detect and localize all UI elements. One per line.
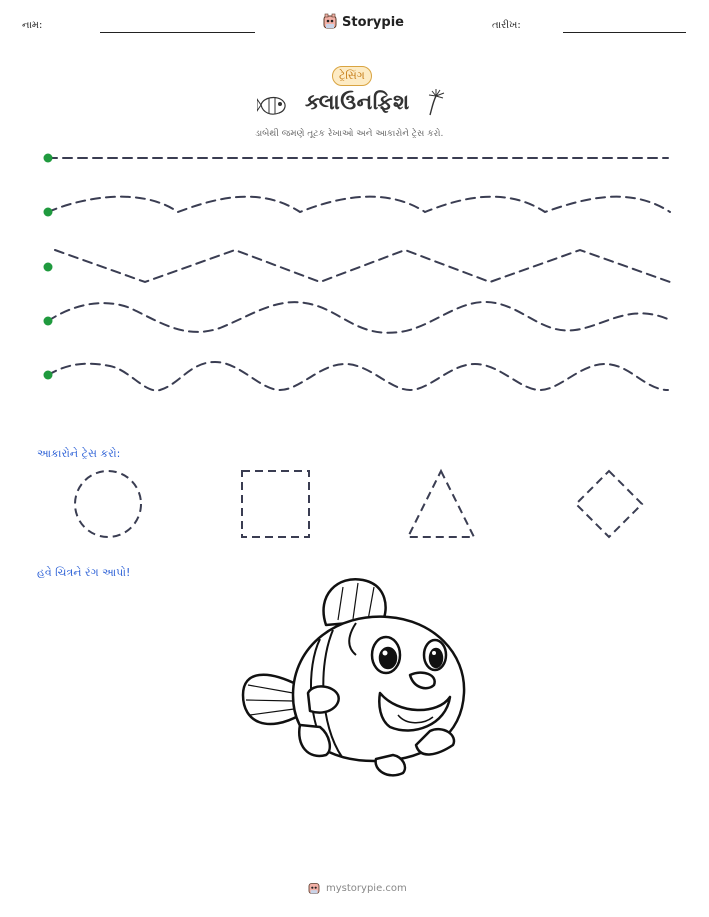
tracing-line-wave-2 bbox=[48, 302, 670, 333]
brand-logo bbox=[322, 13, 404, 31]
coloring-section-label: હવે ચિત્રને રંગ આપો! bbox=[37, 566, 131, 579]
date-label: તારીખ: bbox=[492, 20, 521, 31]
shape-triangle bbox=[408, 471, 474, 537]
start-dot-4 bbox=[44, 317, 53, 326]
tracing-badge: ટ્રેસિંગ bbox=[332, 66, 372, 86]
name-label: નામ: bbox=[22, 20, 43, 31]
tracing-line-wave-3 bbox=[48, 362, 668, 390]
clownfish-coloring-picture bbox=[238, 575, 470, 780]
storypie-footer-icon bbox=[307, 881, 321, 896]
anemone-icon bbox=[424, 88, 448, 116]
tracing-line-zigzag bbox=[55, 250, 670, 282]
start-dot-3 bbox=[44, 263, 53, 272]
shapes-section-label: આકારોને ટ્રેસ કરો: bbox=[37, 447, 121, 460]
shape-square bbox=[242, 471, 309, 537]
shapes-area bbox=[0, 462, 709, 544]
start-dot-5 bbox=[44, 371, 53, 380]
shape-diamond bbox=[576, 471, 642, 537]
storypie-mascot-icon bbox=[322, 13, 338, 31]
footer bbox=[307, 881, 407, 896]
brand-name: Storypie bbox=[342, 14, 404, 30]
instruction-text: ડાબેથી જમણે તૂટક રેખાઓ અને આકારોને ટ્રેસ કરો. bbox=[255, 129, 444, 139]
date-input-line[interactable] bbox=[563, 32, 686, 33]
small-fish-icon bbox=[257, 93, 291, 117]
shape-circle bbox=[75, 471, 141, 537]
start-dot-1 bbox=[44, 154, 53, 163]
tracing-line-wave-1 bbox=[48, 197, 670, 212]
footer-site[interactable]: mystorypie.com bbox=[326, 883, 407, 894]
start-dot-2 bbox=[44, 208, 53, 217]
tracing-area bbox=[0, 140, 709, 400]
name-input-line[interactable] bbox=[100, 32, 255, 33]
worksheet-title: ક્લાઉનફિશ bbox=[305, 90, 410, 114]
